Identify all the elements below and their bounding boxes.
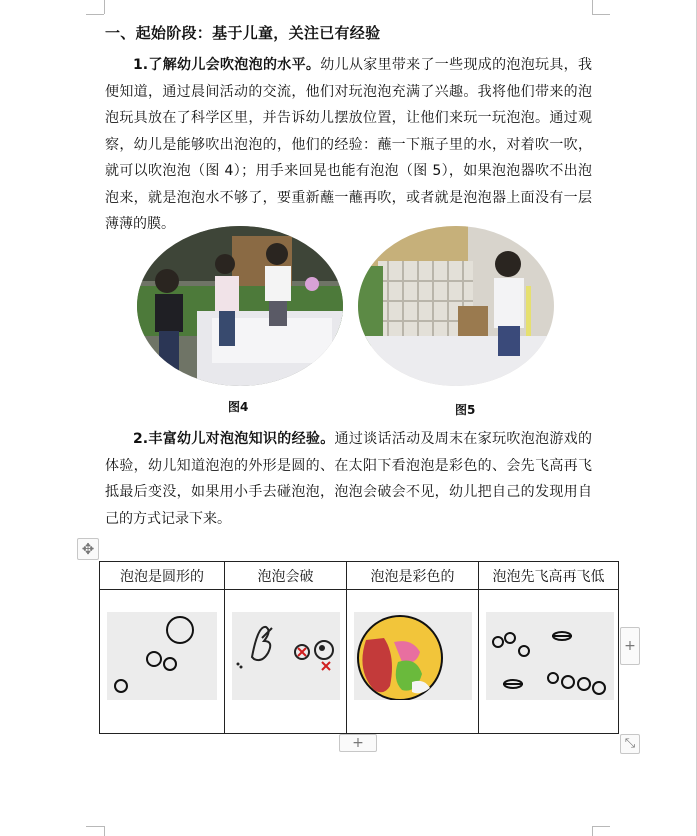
drawing-bubbles-fly — [486, 612, 614, 700]
p1-line: 儿是能够吹出泡泡的，他们的经验：蘸一下瓶子里的水，对着吹一吹，就可以吹 — [105, 136, 592, 179]
figure-4-photo — [137, 226, 343, 386]
paragraph-1-lead: 1.了解幼儿会吹泡泡的水平。 — [133, 57, 321, 73]
table-cell[interactable] — [347, 590, 479, 734]
p1-line: 泡泡（图 4）；用手来回晃也能有泡泡（图 5），如果泡泡器吹不出泡泡来，就 — [105, 163, 593, 206]
figure-5-caption: 图5 — [455, 403, 476, 417]
section-heading: 一、起始阶段：基于儿童，关注已有经验 — [105, 24, 381, 42]
p2-line: 式记录下来。 — [147, 510, 231, 527]
crop-mark — [592, 0, 593, 14]
table-move-handle[interactable] — [77, 538, 99, 560]
figure-4-caption: 图4 — [228, 400, 249, 414]
paragraph-1 — [105, 52, 592, 238]
crop-mark — [86, 826, 104, 827]
p2-line: 后变没，如果用小手去碰泡泡，泡泡会破会不见，幼儿把自己的发现用自己的方 — [105, 484, 593, 527]
crop-mark — [104, 0, 105, 14]
table-header-cell[interactable]: 泡泡先飞高再飞低 — [479, 562, 619, 590]
p2-line: 通过谈话活动及周末在家玩吹泡泡游戏的体 — [105, 431, 592, 474]
table-header-cell[interactable]: 泡泡会破 — [225, 562, 347, 590]
crop-mark — [592, 826, 610, 827]
table-header-cell[interactable]: 泡泡是彩色的 — [347, 562, 479, 590]
table-cell[interactable] — [225, 590, 347, 734]
crop-mark — [592, 14, 610, 15]
p1-line: 幼儿从家里带来了一些现成的泡泡玩具，我便 — [105, 57, 593, 100]
drawing-bubbles-pop — [232, 612, 340, 700]
plus-icon: + — [624, 638, 636, 654]
table-cell[interactable] — [100, 590, 225, 734]
table-header-cell[interactable]: 泡泡是圆形的 — [100, 562, 225, 590]
p1-line: 知道，通过晨间活动的交流，他们对玩泡泡充满了兴趣。我将他们带来的泡泡玩 — [105, 83, 593, 126]
p1-line: 具放在了科学区里，并告诉幼儿摆放位置，让他们来玩一玩泡泡。通过观察，幼 — [105, 110, 593, 153]
drawing-colorful-bubble — [354, 612, 472, 700]
move-icon: ✥ — [81, 540, 95, 558]
table-resize-handle[interactable] — [620, 734, 640, 754]
add-row-button[interactable] — [339, 734, 377, 752]
crop-mark — [592, 826, 593, 836]
plus-icon: + — [352, 735, 364, 751]
crop-mark — [104, 826, 105, 836]
p1-line: 是泡泡水不够了，要重新蘸一蘸再吹，或者就是泡泡器上面没有一层薄薄的膜。 — [105, 189, 593, 232]
crop-mark — [86, 14, 104, 15]
paragraph-2 — [105, 426, 592, 532]
add-column-button[interactable] — [620, 627, 640, 665]
figure-5-photo — [358, 226, 554, 386]
record-table — [99, 561, 619, 734]
paragraph-2-lead: 2.丰富幼儿对泡泡知识的经验。 — [133, 431, 335, 447]
table-row — [100, 590, 619, 734]
table-cell[interactable] — [479, 590, 619, 734]
p2-line: 验，幼儿知道泡泡的外形是圆的、在太阳下看泡泡是彩色的、会先飞高再飞抵最 — [105, 457, 593, 500]
drawing-round-bubbles — [107, 612, 217, 700]
resize-icon: ⤡ — [624, 736, 636, 751]
table-header-row — [100, 562, 619, 590]
